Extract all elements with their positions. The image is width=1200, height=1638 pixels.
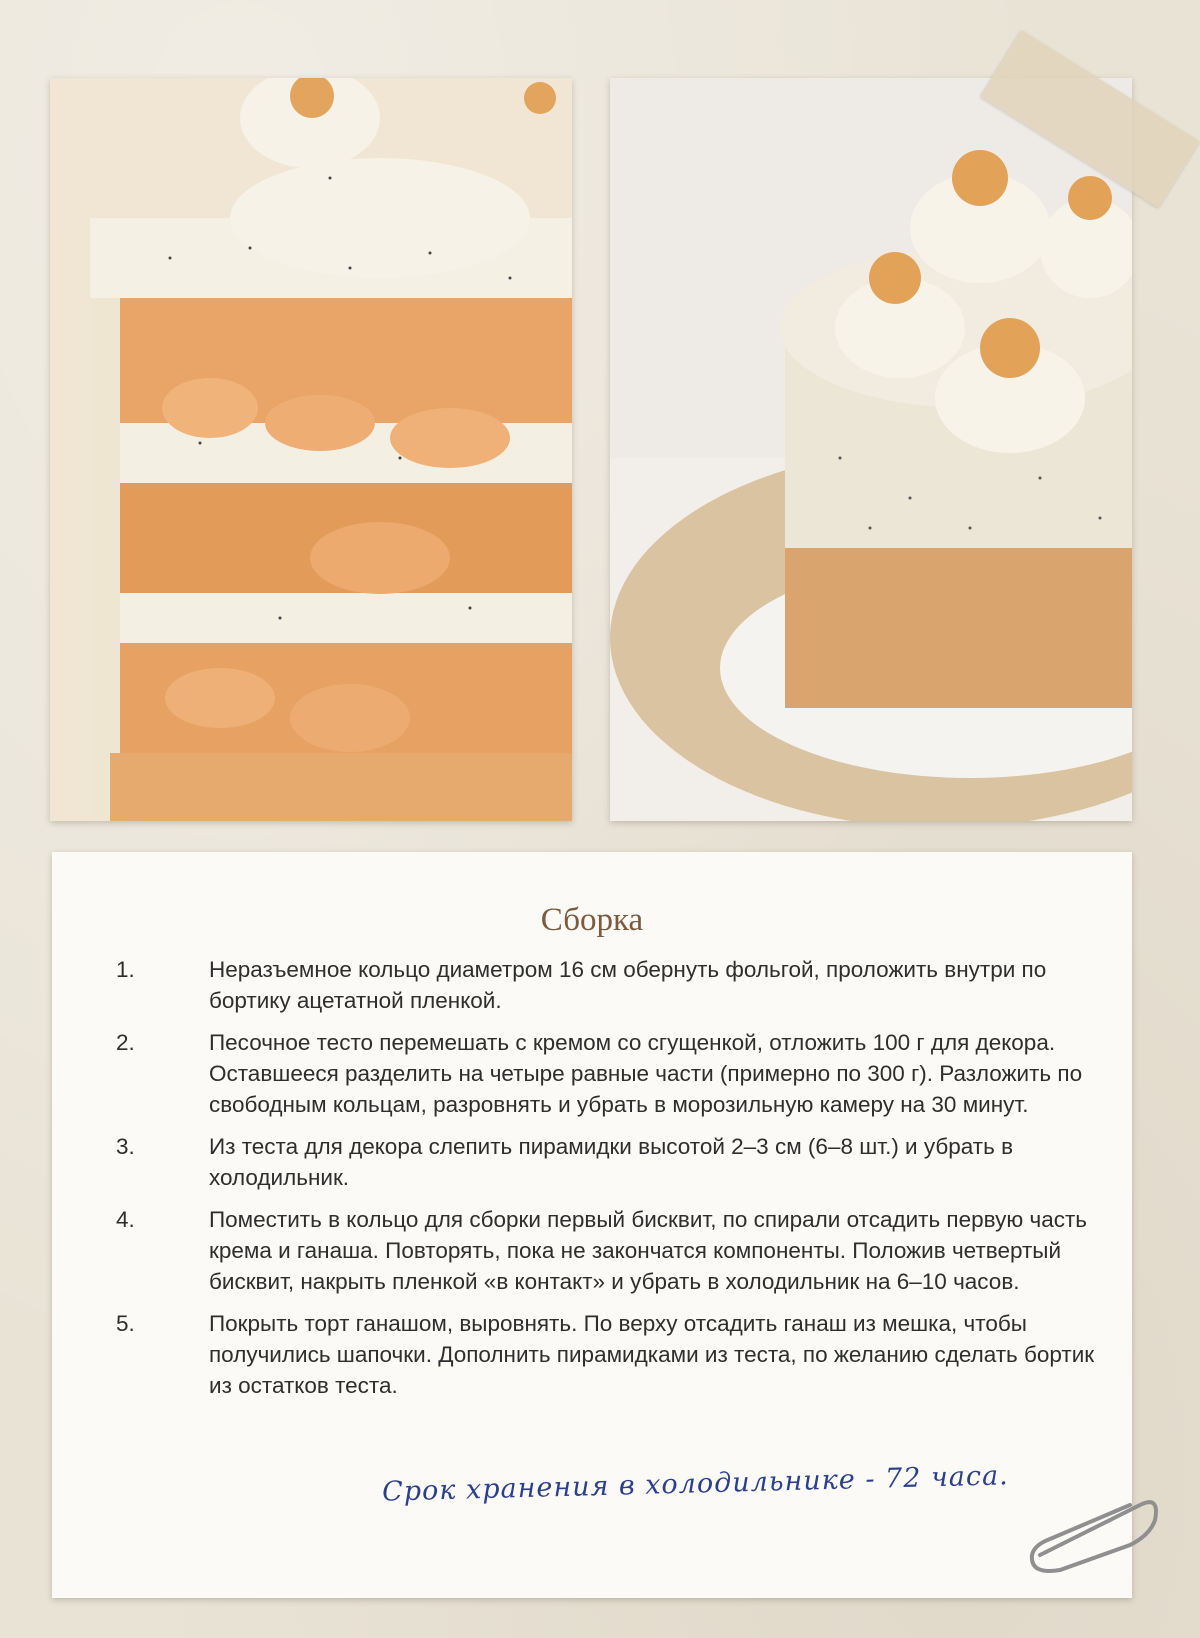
step-number: 2. [116, 1030, 135, 1055]
step-number: 4. [116, 1207, 135, 1232]
step-number: 5. [116, 1311, 135, 1336]
step-number: 1. [116, 957, 135, 982]
list-item [110, 954, 1100, 1016]
step-number: 3. [116, 1134, 135, 1159]
step-text: Песочное тесто перемешать с кремом со сгущенкой, отложить 100 г для декора. Оставшееся разделить на четыре равные части (примерно по 300 г). Разложить по свободным кольцам, разровнять и убрать в морозильную камеру на 30 минут. [209, 1030, 1083, 1117]
step-text: Из теста для декора слепить пирамидки высотой 2–3 см (6–8 шт.) и убрать в холодильник. [209, 1134, 1014, 1190]
cake-slice-photo [50, 78, 572, 821]
steps-list [110, 954, 1100, 1412]
step-text: Покрыть торт ганашом, выровнять. По верху отсадить ганаш из мешка, чтобы получились шапочки. Дополнить пирамидками из теста, по желанию сделать бортик из остатков теста. [209, 1311, 1095, 1398]
list-item [110, 1308, 1100, 1401]
list-item [110, 1027, 1100, 1120]
step-text: Поместить в кольцо для сборки первый бисквит, по спирали отсадить первую часть крема и ганаша. Повторять, пока не закончатся компоненты. Положив четвертый бисквит, накрыть пленкой «в контакт» и убрать в холодильник на 6–10 часов. [209, 1207, 1087, 1294]
list-item [110, 1131, 1100, 1193]
whole-cake-photo [610, 78, 1132, 821]
recipe-card [52, 852, 1132, 1598]
list-item [110, 1204, 1100, 1297]
handwritten-note: Срок хранения в холодильнике - 72 часа. [381, 1460, 1010, 1508]
step-text: Неразъемное кольцо диаметром 16 см обернуть фольгой, проложить внутри по бортику ацетатной пленкой. [209, 957, 1047, 1013]
paperclip-icon [1020, 1475, 1170, 1575]
section-title: Сборка [540, 902, 644, 938]
